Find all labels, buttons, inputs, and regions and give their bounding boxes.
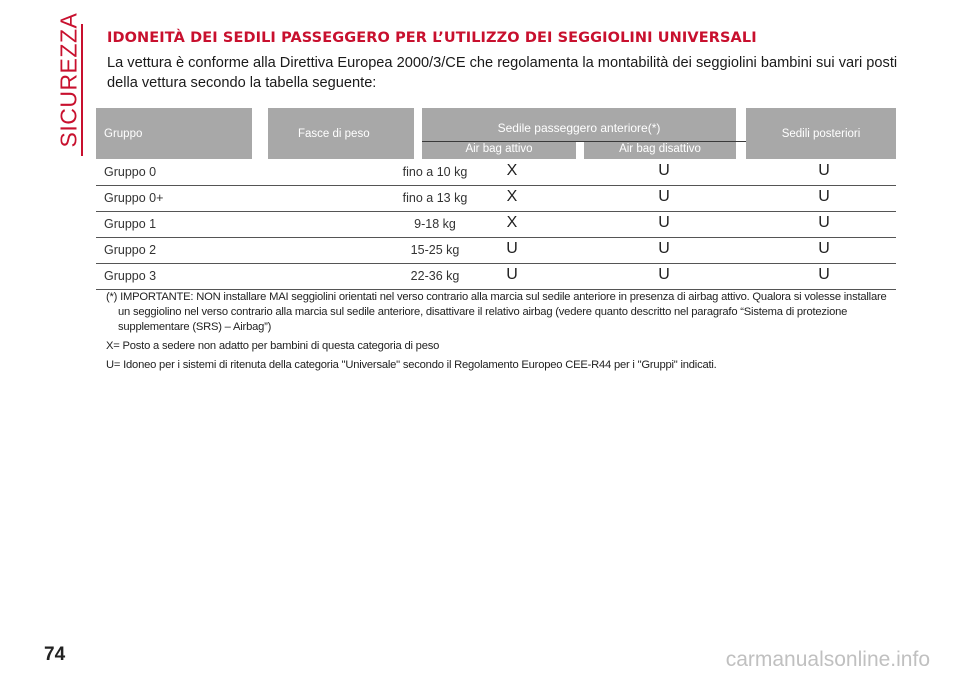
cell-airbag-on: U [506, 266, 518, 283]
header-airbag-on: Air bag attivo [465, 143, 533, 155]
table-row [96, 237, 896, 264]
cell-airbag-off: U [658, 188, 670, 205]
watermark: carmanualsonline.info [725, 648, 930, 671]
header-rear-label: Sedili posteriori [781, 128, 861, 140]
header-divider [422, 141, 752, 142]
header-fasce-label: Fasce di peso [298, 128, 370, 140]
section-label: SICUREZZA [55, 12, 82, 148]
header-fasce [268, 108, 414, 159]
intro-paragraph: La vettura è conforme alla Direttiva Europea 2000/3/CE che regolamenta la montabilità dei seggiolini bambini sui vari posti della vettura secondo la tabella seguente: [107, 55, 898, 91]
cell-rear: U [818, 188, 830, 205]
cell-gruppo: Gruppo 1 [104, 217, 157, 231]
page-title: IDONEITÀ DEI SEDILI PASSEGGERO PER L’UTILIZZO DEI SEGGIOLINI UNIVERSALI [107, 30, 757, 46]
footnotes [106, 290, 896, 377]
cell-airbag-on: U [506, 240, 518, 257]
cell-rear: U [818, 162, 830, 179]
cell-airbag-off: U [658, 214, 670, 231]
cell-fasce: 15-25 kg [410, 243, 460, 257]
x-definition: X= Posto a sedere non adatto per bambini di questa categoria di peso [106, 340, 440, 352]
cell-gruppo: Gruppo 0+ [104, 191, 164, 205]
header-gruppo [96, 108, 252, 159]
cell-airbag-on: X [506, 188, 518, 205]
cell-fasce: 22-36 kg [410, 269, 460, 283]
cell-rear: U [818, 240, 830, 257]
cell-airbag-off: U [658, 240, 670, 257]
u-definition: U= Idoneo per i sistemi di ritenuta della categoria "Universale" secondo il Regolamento Europeo CEE-R44 per i "Gruppi" indicati. [106, 359, 717, 371]
page-number: 74 [44, 644, 66, 665]
cell-fasce: fino a 10 kg [402, 165, 468, 179]
cell-rear: U [818, 214, 830, 231]
table-row [96, 263, 896, 290]
header-gruppo-label: Gruppo [104, 128, 143, 140]
cell-airbag-on: X [506, 214, 518, 231]
cell-airbag-on: X [506, 162, 518, 179]
table-row [96, 211, 896, 238]
section-tab [55, 12, 83, 156]
header-gap [576, 142, 584, 159]
table-row [96, 159, 896, 186]
cell-gruppo: Gruppo 3 [104, 269, 157, 283]
header-front-seat [422, 108, 736, 159]
table-row [96, 185, 896, 212]
header-rear-seats [746, 108, 896, 159]
important-note: (*) IMPORTANTE: NON installare MAI seggiolini orientati nel verso contrario alla marcia sul sedile anteriore in presenza di airbag attivo. Qualora si volesse installare un seggiolino nel verso contrario alla marcia sul sedile anteriore, disattivare il relativo airbag (vedere quanto descritto nel paragrafo “Sistema di protezione supplementare (SRS) – Airbag”) [106, 291, 887, 333]
cell-gruppo: Gruppo 2 [104, 243, 157, 257]
cell-fasce: 9-18 kg [414, 217, 456, 231]
cell-rear: U [818, 266, 830, 283]
cell-gruppo: Gruppo 0 [104, 165, 157, 179]
header-front-label: Sedile passeggero anteriore(*) [497, 121, 661, 135]
header-airbag-off: Air bag disattivo [619, 143, 701, 155]
cell-fasce: fino a 13 kg [402, 191, 468, 205]
cell-airbag-off: U [658, 162, 670, 179]
cell-airbag-off: U [658, 266, 670, 283]
